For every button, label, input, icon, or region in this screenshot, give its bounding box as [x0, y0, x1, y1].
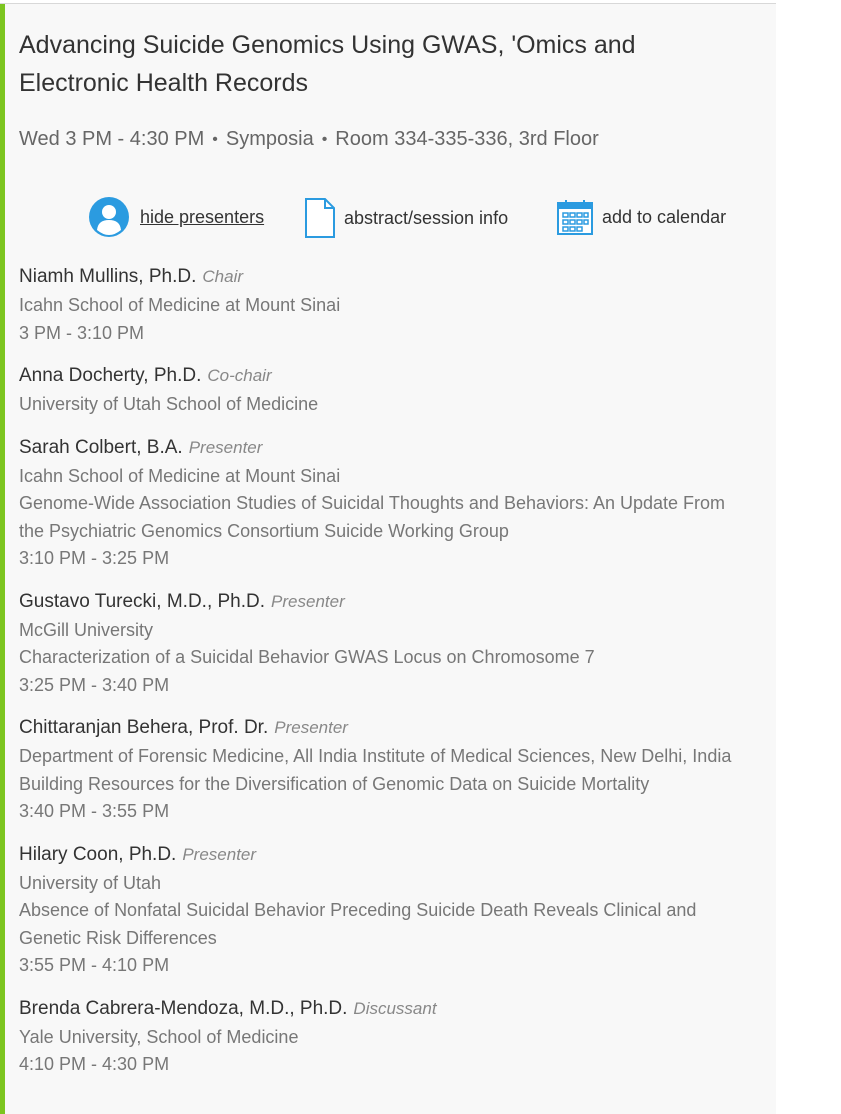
- presenter-time: 4:10 PM - 4:30 PM: [19, 1054, 170, 1074]
- session-actions: [0, 194, 776, 242]
- hide-presenters-label[interactable]: hide presenters: [140, 206, 265, 227]
- presenter-entry: [19, 994, 759, 1079]
- session-meta: [19, 128, 599, 151]
- session-title: Advancing Suicide Genomics Using GWAS, 'Omics and Electronic Health Records: [19, 31, 636, 97]
- presenter-time: 3:40 PM - 3:55 PM: [19, 801, 170, 821]
- presenter-entry: [19, 433, 759, 573]
- abstract-label[interactable]: abstract/session info: [344, 207, 509, 228]
- presenter-entry: [19, 262, 759, 347]
- presenter-talk-title: Characterization of a Suicidal Behavior GWAS Locus on Chromosome 7: [19, 647, 595, 667]
- presenter-name: Hilary Coon, Ph.D.: [19, 843, 177, 865]
- add-to-calendar-button[interactable]: [556, 198, 726, 236]
- presenter-time: 3:10 PM - 3:25 PM: [19, 548, 170, 568]
- hide-presenters-button[interactable]: [88, 196, 264, 238]
- abstract-session-info-button[interactable]: [304, 197, 508, 239]
- add-to-calendar-label[interactable]: add to calendar: [602, 206, 727, 227]
- person-icon: [88, 196, 130, 238]
- presenter-role: Chair: [202, 267, 244, 286]
- presenter-talk-title: Absence of Nonfatal Suicidal Behavior Preceding Suicide Death Reveals Clinical and Genetic Risk Differences: [19, 900, 697, 948]
- document-icon: [304, 197, 336, 239]
- presenter-time: 3 PM - 3:10 PM: [19, 322, 145, 343]
- presenter-talk-title: Building Resources for the Diversification of Genomic Data on Suicide Mortality: [19, 773, 650, 794]
- presenter-affiliation: Department of Forensic Medicine, All India Institute of Medical Sciences, New Delhi, India: [19, 746, 732, 766]
- presenter-role: Presenter: [271, 591, 345, 611]
- presenter-affiliation: University of Utah: [19, 872, 162, 893]
- presenter-affiliation: Yale University, School of Medicine: [19, 1026, 299, 1047]
- presenter-name: Sarah Colbert, B.A.: [19, 436, 183, 458]
- presenter-name: Gustavo Turecki, M.D., Ph.D.: [19, 590, 266, 612]
- presenter-time: 3:55 PM - 4:10 PM: [19, 955, 170, 975]
- presenter-affiliation: McGill University: [19, 619, 154, 640]
- presenter-role: Presenter: [188, 437, 263, 457]
- presenter-time: 3:25 PM - 3:40 PM: [19, 674, 170, 695]
- accent-bar: [0, 4, 5, 1114]
- presenter-role: Co-chair: [207, 366, 272, 385]
- presenter-role: Presenter: [274, 718, 348, 737]
- separator-dot: •: [321, 130, 328, 148]
- session-card: [0, 3, 776, 1114]
- session-time: Wed 3 PM - 4:30 PM: [19, 128, 205, 150]
- presenter-entry: [19, 713, 759, 826]
- presenters-list: [19, 262, 759, 1093]
- session-room: Room 334-335-336, 3rd Floor: [335, 128, 599, 150]
- session-type: Symposia: [225, 128, 314, 150]
- presenter-affiliation: University of Utah School of Medicine: [19, 394, 319, 414]
- presenter-role: Discussant: [353, 998, 437, 1018]
- presenter-role: Presenter: [182, 844, 257, 864]
- presenter-name: Chittaranjan Behera, Prof. Dr.: [19, 717, 269, 738]
- presenter-name: Brenda Cabrera-Mendoza, M.D., Ph.D.: [19, 997, 348, 1019]
- presenter-entry: [19, 587, 759, 700]
- presenter-affiliation: Icahn School of Medicine at Mount Sinai: [19, 295, 341, 315]
- separator-dot: •: [212, 130, 218, 148]
- presenter-entry: [19, 840, 759, 980]
- presenter-name: Anna Docherty, Ph.D.: [19, 365, 202, 386]
- calendar-icon: [556, 198, 594, 236]
- presenter-entry: [19, 361, 759, 419]
- presenter-name: Niamh Mullins, Ph.D.: [19, 266, 197, 287]
- presenter-affiliation: Icahn School of Medicine at Mount Sinai: [19, 465, 341, 486]
- presenter-talk-title: Genome-Wide Association Studies of Suicidal Thoughts and Behaviors: An Update From the Psychiatric Genomics Consortium Suicide Working Group: [19, 493, 726, 541]
